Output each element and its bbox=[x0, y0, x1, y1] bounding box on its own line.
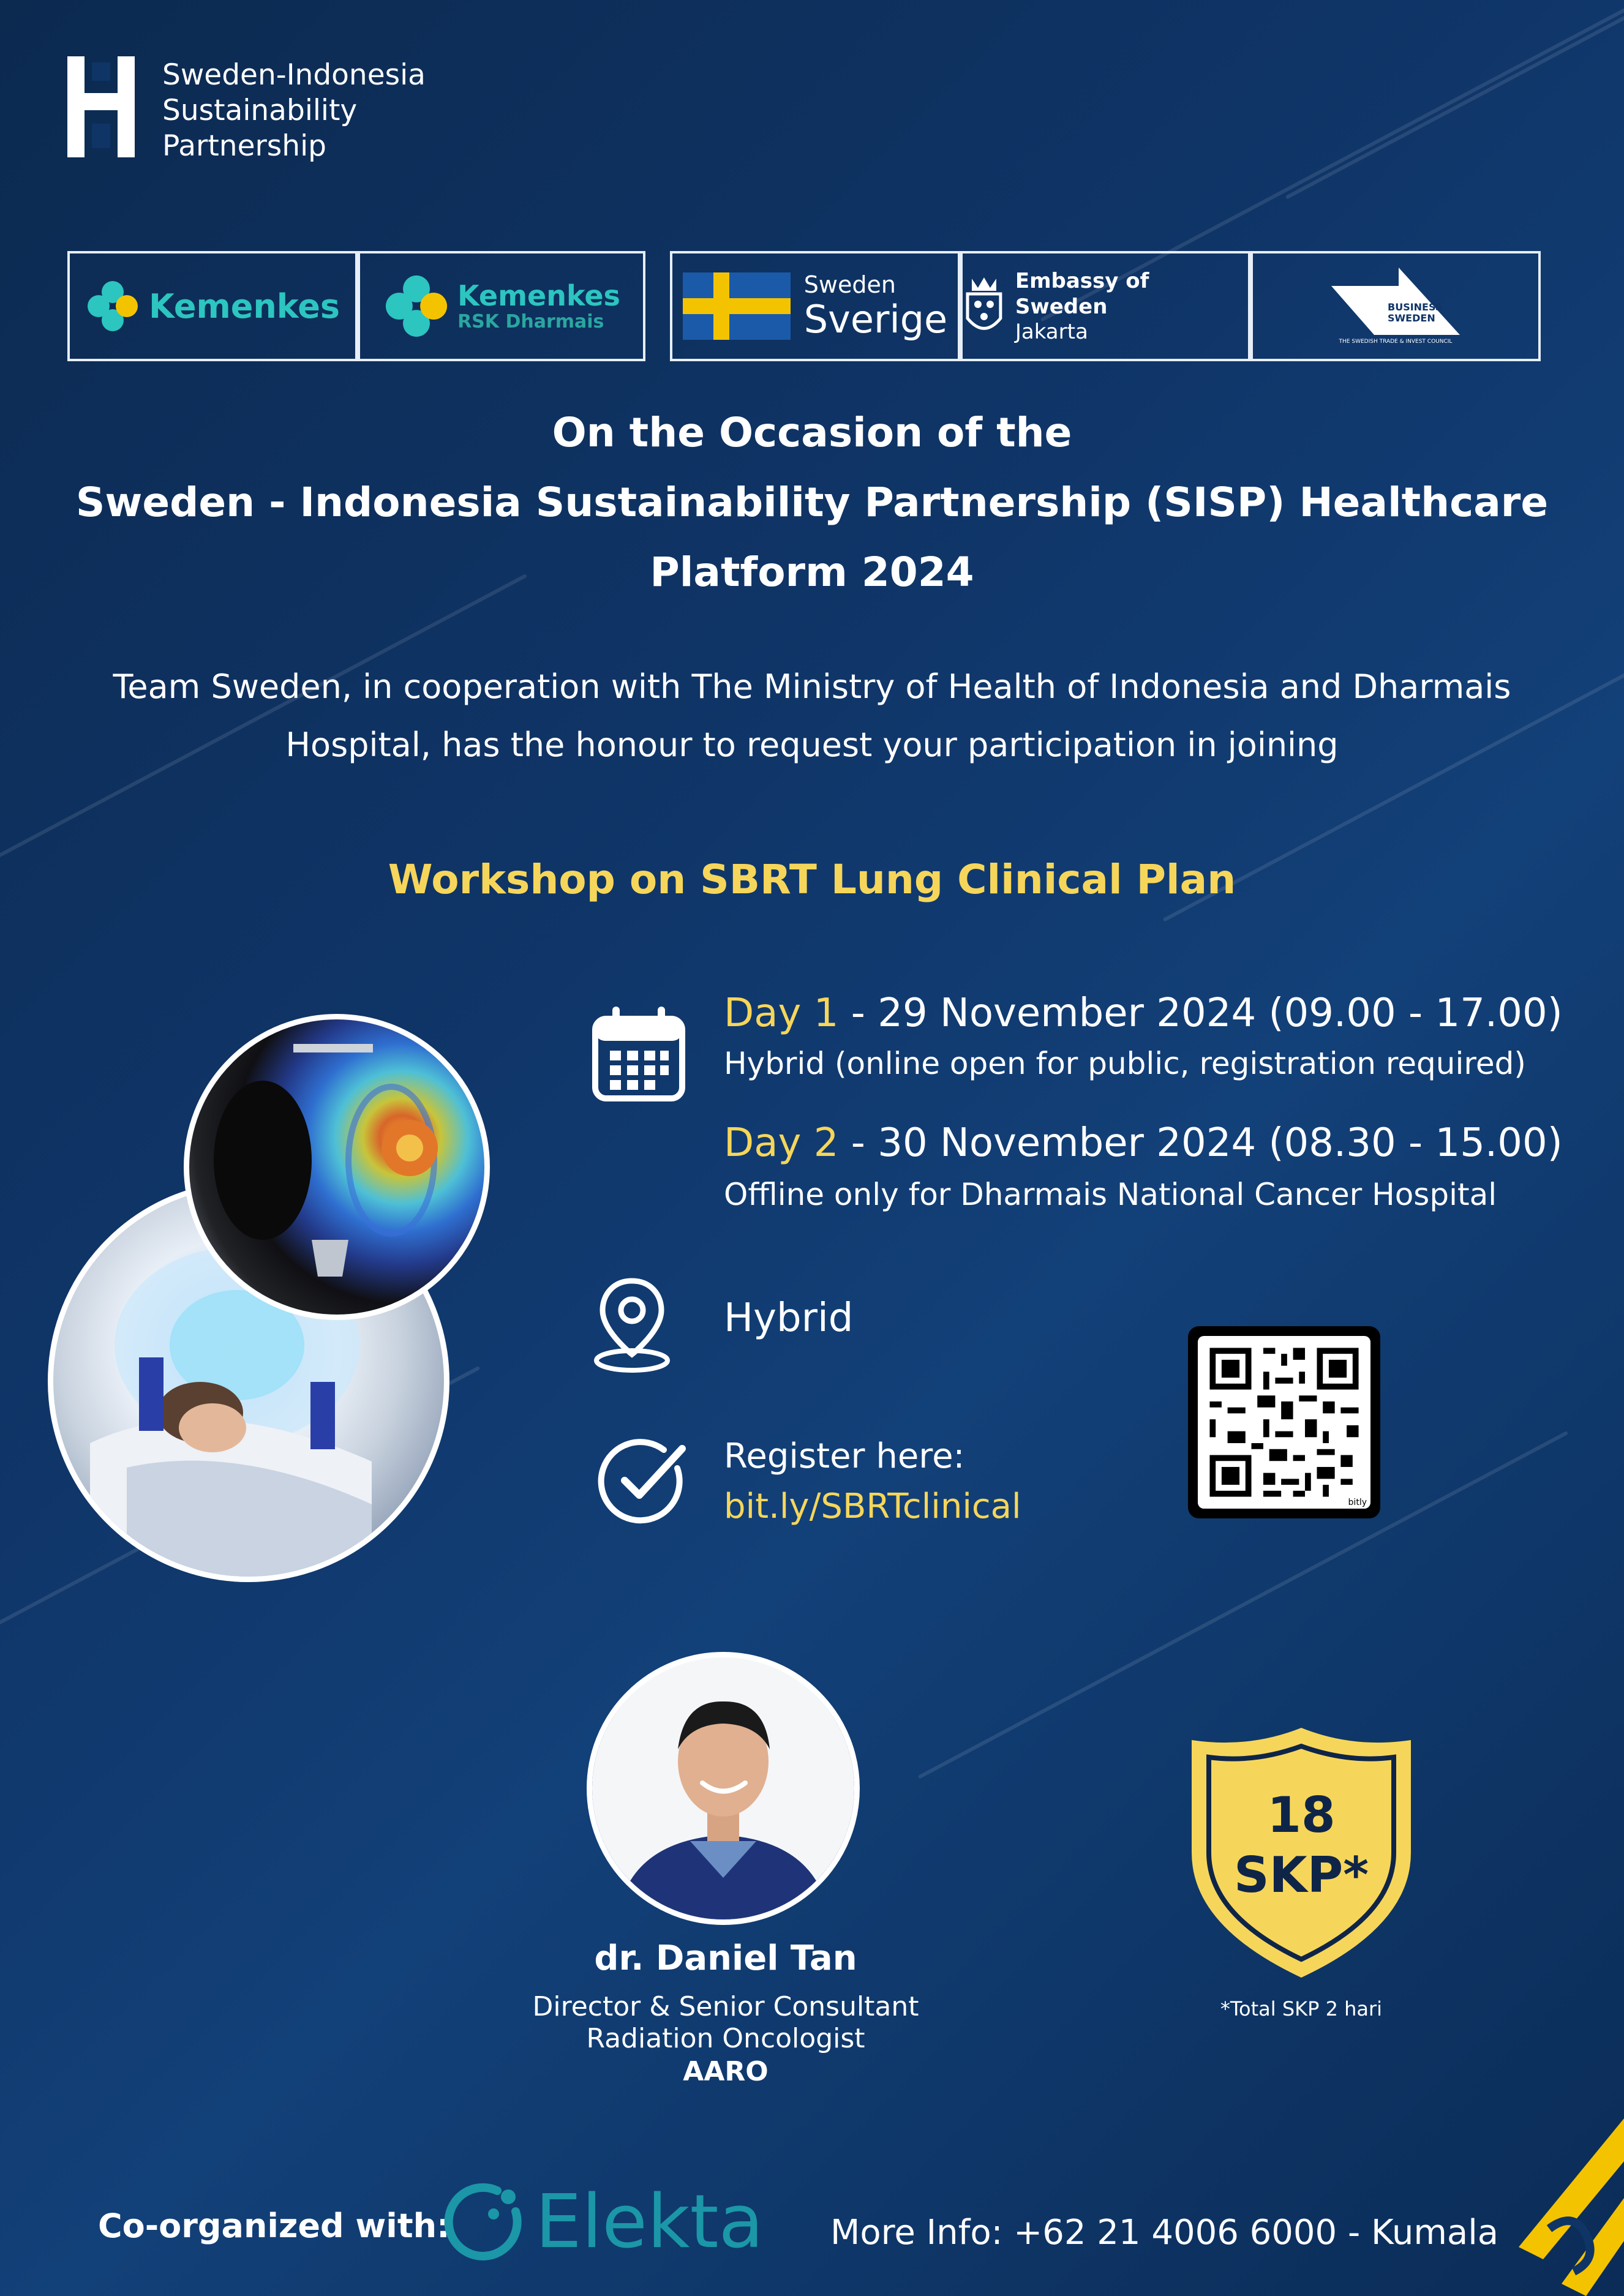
day1-date: - 29 November 2024 (09.00 - 17.00) bbox=[838, 991, 1563, 1036]
sweden-small-label: SWEDEN bbox=[1388, 312, 1435, 324]
workshop-title: Workshop on SBRT Lung Clinical Plan bbox=[388, 856, 1236, 903]
embassy-city-label: Jakarta bbox=[1015, 320, 1088, 344]
skp-count: 18 bbox=[1267, 1787, 1336, 1844]
kemenkes-flower-icon bbox=[383, 272, 450, 340]
event-mode: Hybrid bbox=[724, 1296, 854, 1341]
day2-label: Day 2 bbox=[724, 1120, 839, 1166]
embassy-label: Embassy of Sweden bbox=[1015, 269, 1149, 319]
kemenkes-flower-icon bbox=[85, 279, 140, 334]
speaker-photo bbox=[587, 1652, 860, 1925]
brand-line: Sustainability bbox=[162, 94, 358, 127]
kemenkes-label: Kemenkes bbox=[148, 287, 340, 326]
occasion-heading: On the Occasion of the bbox=[552, 409, 1072, 456]
calendar-icon bbox=[592, 1004, 686, 1102]
speaker-name: dr. Daniel Tan bbox=[594, 1938, 857, 1978]
skp-label: SKP* bbox=[1233, 1847, 1369, 1904]
embassy-of-sweden-logo bbox=[960, 251, 1250, 361]
brand-line: Partnership bbox=[162, 129, 326, 163]
rsk-dharmais-label: RSK Dharmais bbox=[457, 311, 604, 332]
sisp-brand bbox=[67, 56, 496, 167]
skp-note: *Total SKP 2 hari bbox=[1220, 1997, 1383, 2020]
brand-line: Sweden-Indonesia bbox=[162, 58, 426, 92]
day1-note: Hybrid (online open for public, registration required) bbox=[724, 1046, 1526, 1081]
elekta-logo bbox=[443, 2180, 786, 2265]
sweden-label: Sweden bbox=[803, 271, 896, 298]
corner-chain-graphic bbox=[1482, 2106, 1624, 2296]
ct-scan-illustration bbox=[189, 1019, 486, 1316]
register-label: Register here: bbox=[724, 1436, 965, 1476]
qr-caption: bitly bbox=[1348, 1498, 1367, 1507]
swedish-crest-icon bbox=[963, 272, 1006, 340]
day1-label: Day 1 bbox=[724, 991, 839, 1036]
qr-code-icon bbox=[1198, 1336, 1370, 1509]
kemenkes-rsk-label: Kemenkes bbox=[457, 279, 620, 312]
day1-schedule bbox=[724, 991, 1563, 1036]
registration-qr-code[interactable] bbox=[1188, 1326, 1380, 1518]
sweden-sverige-logo bbox=[670, 251, 960, 361]
swedish-flag-icon bbox=[683, 272, 791, 340]
coorganized-label: Co-organized with: bbox=[98, 2207, 450, 2245]
register-link[interactable]: bit.ly/SBRTclinical bbox=[724, 1487, 1021, 1526]
elekta-mark-icon bbox=[443, 2180, 529, 2265]
business-sweden-logo bbox=[1250, 251, 1541, 361]
speaker-portrait-illustration bbox=[592, 1657, 854, 1919]
kemenkes-logo bbox=[67, 251, 358, 361]
sisp-logo-icon bbox=[67, 56, 135, 157]
invitation-line2: Hospital, has the honour to request your participation in joining bbox=[285, 726, 1339, 764]
elekta-wordmark: Elekta bbox=[535, 2180, 764, 2265]
check-circle-icon bbox=[596, 1433, 692, 1528]
speaker-role-line1: Director & Senior Consultant bbox=[532, 1991, 919, 2022]
day2-note: Offline only for Dharmais National Cancer Hospital bbox=[724, 1177, 1497, 1212]
business-sweden-tagline: THE SWEDISH TRADE & INVEST COUNCIL bbox=[1339, 339, 1453, 345]
location-pin-icon bbox=[592, 1275, 672, 1375]
speaker-organization: AARO bbox=[683, 2056, 769, 2087]
invitation-line1: Team Sweden, in cooperation with The Ministry of Health of Indonesia and Dharmais bbox=[113, 667, 1511, 706]
day2-date: - 30 November 2024 (08.30 - 15.00) bbox=[838, 1120, 1563, 1166]
sverige-label: Sverige bbox=[803, 297, 948, 342]
day2-schedule bbox=[724, 1120, 1563, 1166]
platform-heading-line2: Platform 2024 bbox=[650, 549, 974, 596]
kemenkes-rsk-logo bbox=[358, 251, 645, 361]
speaker-role-line2: Radiation Oncologist bbox=[586, 2023, 865, 2054]
platform-heading-line1: Sweden - Indonesia Sustainability Partnership (SISP) Healthcare bbox=[75, 479, 1549, 526]
ct-scan-image bbox=[184, 1014, 490, 1320]
skp-badge bbox=[1188, 1724, 1415, 1981]
business-label: BUSINESS bbox=[1388, 301, 1443, 313]
contact-info: More Info: +62 21 4006 6000 - Kumala bbox=[830, 2213, 1499, 2253]
